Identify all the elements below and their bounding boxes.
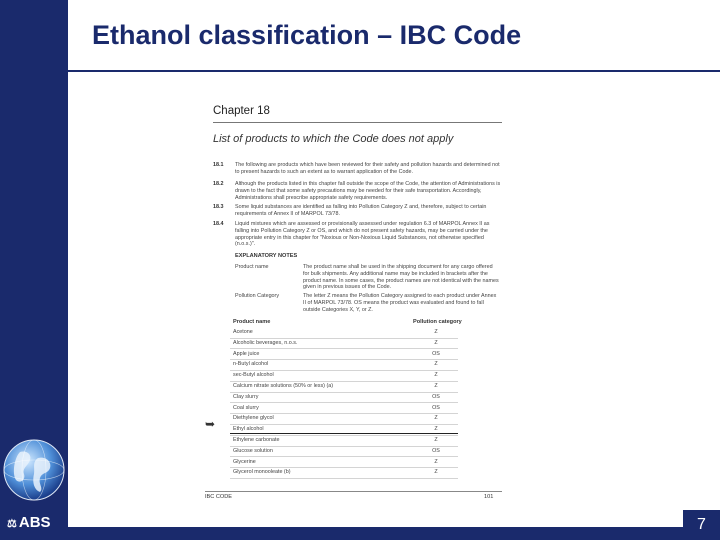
doc-heading: List of products to which the Code does not apply	[213, 133, 454, 145]
table-row-pollution-category: OS	[432, 350, 440, 357]
table-row-product-name: Ethyl alcohol	[233, 426, 264, 433]
paragraph-number: 18.4	[213, 221, 224, 227]
globe-icon	[2, 438, 66, 502]
table-row-divider	[230, 478, 458, 479]
table-row-pollution-category: Z	[434, 383, 438, 389]
table-row-product-name: Calcium nitrate solutions (50% or less) (a)	[233, 383, 334, 389]
page-number: 7	[683, 510, 720, 540]
table-row-divider	[230, 424, 458, 425]
table-row-product-name: n-Butyl alcohol	[233, 361, 269, 368]
abs-logo	[3, 510, 65, 536]
table-row-divider	[230, 467, 458, 468]
table-header-pollution-category: Pollution category	[413, 319, 462, 325]
table-row-product-name: Apple juice	[233, 350, 260, 357]
paragraph-text: The following are products which have been reviewed for their safety and pollution hazards and determined not to present hazards to such an extent as to warrant application of the Code.	[235, 162, 500, 175]
scanned-document	[200, 100, 530, 505]
table-row-pollution-category: Z	[434, 426, 438, 433]
table-row-pollution-category: Z	[434, 372, 438, 379]
table-row-product-name: Clay slurry	[233, 393, 259, 400]
table-row-divider	[230, 446, 458, 447]
table-row-product-name: Ethylene carbonate	[233, 437, 280, 443]
table-row-pollution-category: Z	[434, 329, 438, 335]
table-row-divider	[230, 348, 458, 349]
table-row-pollution-category: OS	[432, 404, 440, 411]
paragraph-number: 18.2	[213, 181, 224, 187]
table-row-pollution-category: Z	[434, 415, 438, 422]
table-row-divider	[230, 338, 458, 339]
logo-text: ABS	[18, 514, 51, 531]
table-row-pollution-category: Z	[434, 339, 438, 346]
doc-chapter-rule	[213, 122, 502, 123]
table-row-pollution-category: Z	[434, 361, 438, 368]
note-text: The letter Z means the Pollution Category assigned to each product under Annex II of MARPOL 73/78. OS means the product was evaluated and found to fall outside Categories X, Y, or Z.	[303, 293, 497, 313]
table-row-divider	[230, 370, 458, 371]
table-row-divider	[230, 456, 458, 457]
table-row-product-name: Diethylene glycol	[233, 415, 274, 422]
table-row-product-name: Acetone	[233, 329, 253, 335]
table-row-divider	[230, 435, 458, 436]
table-row-product-name: Glucose solution	[233, 447, 273, 454]
table-row-pollution-category: Z	[434, 437, 438, 443]
doc-chapter: Chapter 18	[213, 105, 270, 117]
table-row-divider	[230, 413, 458, 414]
paragraph-text: Some liquid substances are identified as falling into Pollution Category Z and, therefore, subject to certain requirements of Annex II of MARPOL 73/78.	[235, 204, 487, 217]
note-label: Product name	[235, 264, 269, 270]
slide-title: Ethanol classification – IBC Code	[92, 20, 522, 50]
table-row-pollution-category: OS	[432, 447, 440, 454]
paragraph-number: 18.3	[213, 204, 224, 210]
table-header-product-name: Product name	[233, 319, 271, 325]
footer-bar	[0, 527, 720, 540]
table-row-pollution-category: OS	[432, 393, 440, 400]
ethyl-alcohol-underline	[230, 433, 458, 434]
table-row-divider	[230, 402, 458, 403]
doc-footer-rule	[205, 491, 502, 492]
doc-footer-right: 101	[484, 494, 494, 500]
table-row-product-name: sec-Butyl alcohol	[233, 372, 274, 379]
table-row-pollution-category: Z	[434, 458, 438, 465]
table-row-divider	[230, 359, 458, 360]
table-row-divider	[230, 392, 458, 393]
doc-footer-left: IBC CODE	[205, 494, 233, 500]
table-row-pollution-category: Z	[434, 469, 438, 476]
arrow-pointer-icon: ➥	[205, 417, 216, 431]
table-row-product-name: Alcoholic beverages, n.o.s.	[233, 339, 298, 346]
table-row-product-name: Glycerol monooleate (b)	[233, 469, 291, 476]
table-row-divider	[230, 381, 458, 382]
explanatory-notes-title: EXPLANATORY NOTES	[235, 253, 298, 259]
eagle-icon: ⚖	[7, 518, 17, 530]
note-label: Pollution Category	[235, 293, 280, 299]
note-text: The product name shall be used in the shipping document for any cargo offered for bulk shipments. Any additional name may be included in brackets after the product name. In some cases, the product names are not identical with the names given in previous issues of the Code.	[303, 264, 499, 291]
paragraph-text: Liquid mixtures which are assessed or provisionally assessed under regulation 6.3 of MARPOL Annex II as falling into Pollution Category Z or OS, and which do not present safety hazards, may be carried under the appropriate entry in this chapter for "Noxious or Non-Noxious Liquid Substances, not otherwise specified (n.o.s.)".	[235, 221, 490, 248]
table-row-product-name: Glycerine	[233, 458, 256, 465]
table-row-product-name: Coal slurry	[233, 404, 259, 411]
paragraph-text: Although the products listed in this chapter fall outside the scope of the Code, the attention of Administrations is drawn to the fact that some safety precautions may be needed for their safe transportation. Accordingly, Administrations shall prescribe appropriate safety requirements.	[235, 181, 501, 201]
paragraph-number: 18.1	[213, 162, 224, 168]
header-rule	[68, 70, 720, 72]
